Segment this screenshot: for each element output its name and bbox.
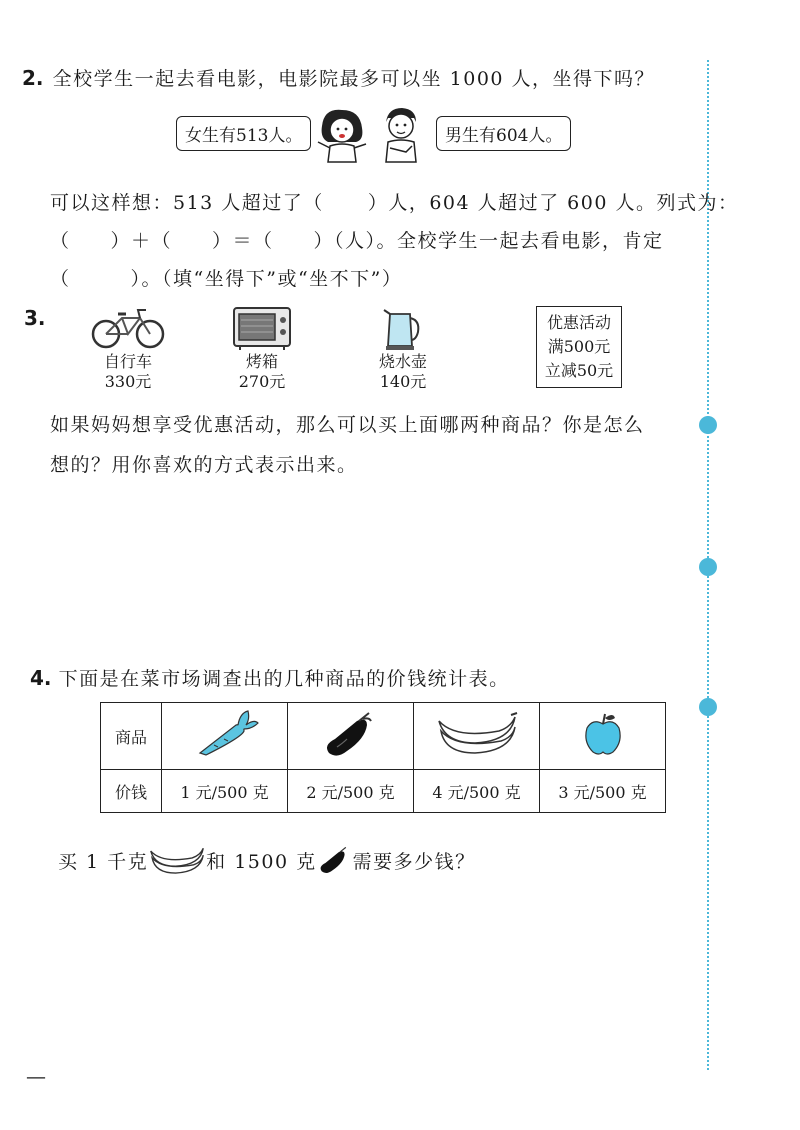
bicycle-icon [90, 304, 166, 350]
price-table [100, 702, 666, 813]
hint-text: ）＋（ [110, 230, 173, 252]
price-cell: 4 元/500 克 [414, 770, 540, 813]
q2-question: 全校学生一起去看电影，电影院最多可以坐 1000 人，坐得下吗？ [52, 68, 656, 90]
promo-line: 满500元 [547, 337, 611, 356]
question-text: 和 1500 克 [206, 850, 317, 873]
banana-icon [148, 843, 206, 877]
q4-answer-area[interactable] [58, 890, 688, 1060]
promo-title: 优惠活动 [546, 313, 611, 332]
q2-number: 2. [22, 66, 44, 90]
price-cell: 1 元/500 克 [162, 770, 288, 813]
row-header-goods: 商品 [101, 703, 162, 770]
q3-answer-area[interactable] [50, 490, 690, 650]
table-row [101, 703, 666, 770]
product-kettle [370, 352, 436, 392]
oven-icon [232, 306, 292, 350]
boy-illustration [376, 104, 426, 164]
product-oven [230, 352, 294, 392]
margin-tab-marker [699, 698, 717, 716]
product-price: 330元 [104, 372, 152, 391]
hint-text: 可以这样想：513 人超过了（ [50, 192, 324, 214]
margin-tab-marker [699, 416, 717, 434]
product-name: 烧水壶 [378, 352, 427, 371]
q4-intro: 下面是在菜市场调查出的几种商品的价钱统计表。 [58, 668, 510, 690]
question-text: 需要多少钱？ [352, 850, 476, 873]
hint-text: ）＝（ [212, 230, 274, 252]
product-price: 270元 [238, 372, 286, 391]
goods-cell-radish [162, 703, 288, 770]
price-cell: 2 元/500 克 [288, 770, 414, 813]
q2-header [22, 64, 655, 91]
row-header-price: 价钱 [101, 770, 162, 813]
product-name: 烤箱 [245, 352, 278, 371]
q4-question [58, 836, 476, 884]
price-cell: 3 元/500 克 [540, 770, 666, 813]
page-mark: — [26, 1064, 46, 1088]
girl-illustration [312, 106, 372, 164]
q2-hint-line2 [50, 226, 664, 253]
radish-icon [190, 709, 260, 759]
hint-text: ）（人）。全校学生一起去看电影，肯定 [313, 230, 664, 252]
table-row [101, 770, 666, 813]
q4-number: 4. [30, 666, 52, 690]
eggplant-icon [317, 836, 353, 884]
girl-speech-bubble: 女生有513人。 [176, 116, 311, 151]
q3-question-line2: 想的？用你喜欢的方式表示出来。 [50, 454, 358, 476]
question-text: 买 1 千克 [58, 850, 149, 873]
product-bicycle [96, 352, 160, 392]
q4-header [30, 664, 510, 691]
q2-hint-line1 [50, 188, 738, 215]
hint-text: ）。（填“坐得下”或“坐不下”） [130, 268, 403, 290]
q3-number: 3. [24, 306, 46, 330]
margin-tab-marker [699, 558, 717, 576]
hint-text: （ [50, 268, 71, 290]
hint-text: （ [50, 230, 71, 252]
apple-icon [583, 712, 623, 756]
product-name: 自行车 [103, 352, 152, 371]
banana-icon [435, 711, 519, 757]
goods-cell-eggplant [288, 703, 414, 770]
promo-line: 立减50元 [544, 361, 614, 380]
eggplant-icon [321, 709, 381, 759]
boy-speech-bubble: 男生有604人。 [436, 116, 571, 151]
kettle-icon [382, 306, 422, 352]
product-price: 140元 [379, 372, 427, 391]
promotion-box [536, 306, 622, 388]
q3-question-line1: 如果妈妈想享受优惠活动，那么可以买上面哪两种商品？你是怎么 [50, 414, 645, 436]
goods-cell-banana [414, 703, 540, 770]
q2-hint-line3 [50, 264, 402, 291]
goods-cell-apple [540, 703, 666, 770]
hint-text: ）人，604 人超过了 600 人。列式为： [367, 192, 739, 214]
